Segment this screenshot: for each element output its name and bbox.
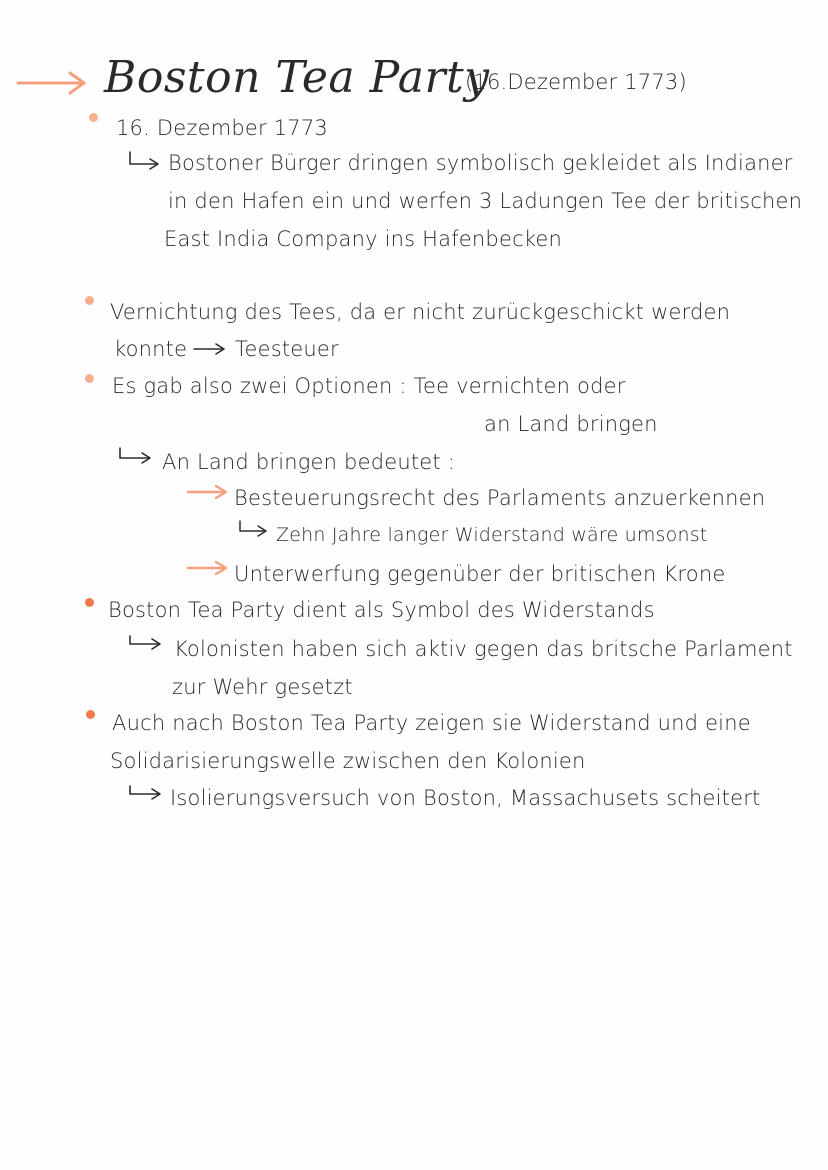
date-detail-line2: in den Hafen ein und werfen 3 Ladungen Tee der britischen xyxy=(168,189,803,213)
symbol-line: Boston Tea Party dient als Symbol des Widerstands xyxy=(108,598,655,622)
destruction-result: Teesteuer xyxy=(235,337,339,361)
date-detail-line3: East India Company ins Hafenbecken xyxy=(164,227,563,251)
hook-arrow-icon xyxy=(128,784,168,804)
hook-arrow-icon xyxy=(238,519,274,539)
right-arrow-icon xyxy=(192,340,232,358)
options-line2: an Land bringen xyxy=(484,412,658,436)
accent-arrow-icon xyxy=(186,558,232,578)
bullet-icon xyxy=(85,296,94,305)
land-meaning: An Land bringen bedeutet : xyxy=(162,450,455,474)
accent-arrow-icon xyxy=(186,482,232,502)
title-arrow-icon xyxy=(16,68,90,98)
destruction-line1: Vernichtung des Tees, da er nicht zurückgeschickt werden xyxy=(110,300,731,324)
page-title: Boston Tea Party xyxy=(104,52,490,103)
bullet-icon xyxy=(85,598,94,607)
symbol-detail-line2: zur Wehr gesetzt xyxy=(172,675,353,699)
date-detail-line1: Bostoner Bürger dringen symbolisch gekleidet als Indianer xyxy=(168,151,793,175)
after-detail: Isolierungsversuch von Boston, Massachusets scheitert xyxy=(170,786,761,810)
hook-arrow-icon xyxy=(128,634,168,654)
options-line1: Es gab also zwei Optionen : Tee vernichten oder xyxy=(112,374,626,398)
destruction-line2: konnte xyxy=(114,337,188,361)
after-line2: Solidarisierungswelle zwischen den Kolonien xyxy=(110,749,586,773)
bullet-icon xyxy=(89,113,98,122)
consequence-1-detail: Zehn Jahre langer Widerstand wäre umsonst xyxy=(276,524,708,546)
after-line1: Auch nach Boston Tea Party zeigen sie Widerstand und eine xyxy=(112,711,751,735)
consequence-1: Besteuerungsrecht des Parlaments anzuerkennen xyxy=(234,486,766,510)
symbol-detail-line1: Kolonisten haben sich aktiv gegen das britsche Parlament xyxy=(174,637,793,661)
hook-arrow-icon xyxy=(118,446,158,468)
date-line: 16. Dezember 1773 xyxy=(116,116,328,140)
consequence-2: Unterwerfung gegenüber der britischen Krone xyxy=(234,562,726,586)
page-subtitle: (16.Dezember 1773) xyxy=(465,70,687,94)
bullet-icon xyxy=(85,374,94,383)
hook-arrow-icon xyxy=(128,150,164,172)
bullet-icon xyxy=(86,710,95,719)
